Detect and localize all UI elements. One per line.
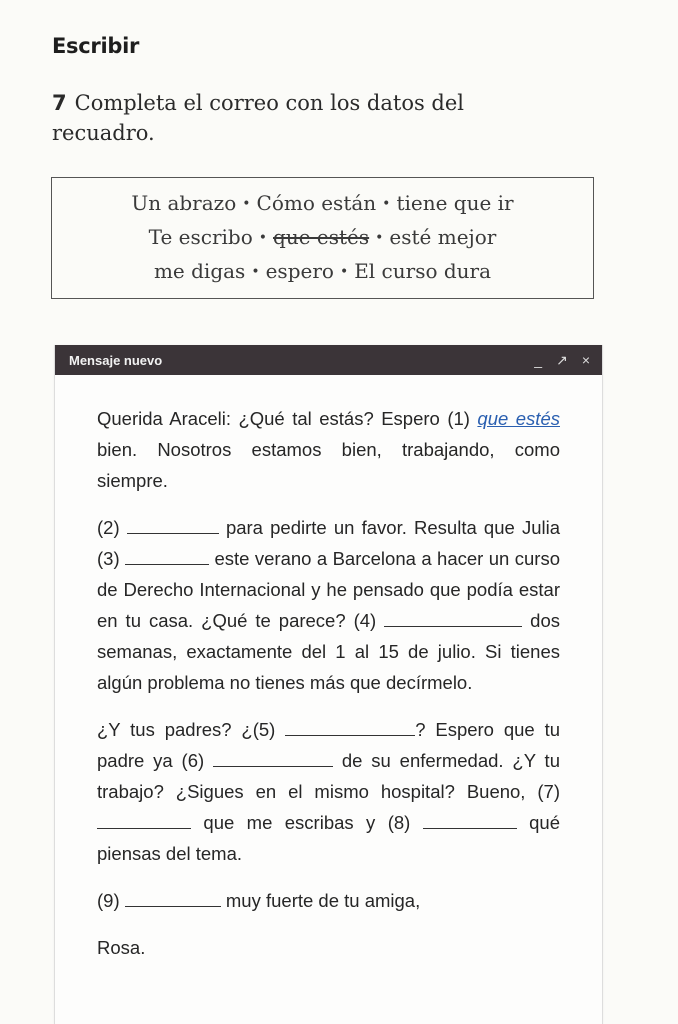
text-run: bien. Nosotros estamos bien, trabajando, como siempre. (97, 439, 560, 491)
answer-1: que estés (477, 408, 560, 429)
word-box-line-3 (52, 255, 593, 289)
blank-8[interactable] (423, 812, 517, 829)
blank-4[interactable] (384, 610, 522, 627)
word-box-line-1 (52, 187, 593, 221)
paragraph-1 (97, 403, 560, 496)
blank-9[interactable] (125, 890, 221, 907)
word-option-used: que estés (273, 225, 370, 249)
word-option: esté mejor (389, 225, 497, 249)
email-body (97, 403, 560, 979)
paragraph-3 (97, 714, 560, 869)
expand-icon[interactable]: ↗ (556, 352, 568, 368)
text-run: muy fuerte de tu amiga, (220, 890, 421, 911)
text-run: este verano a Barcelona a hacer un curso de Derecho Internacional y he pensado que podía estar en tu casa. ¿Qué te parece? (4) (97, 548, 560, 631)
text-run: ¿Y tus padres? ¿(5) (97, 719, 286, 740)
minimize-icon[interactable]: _ (534, 352, 543, 368)
blank-3[interactable] (125, 548, 209, 565)
close-icon[interactable]: × (581, 352, 590, 368)
bullet-separator: • (251, 264, 260, 280)
signature: Rosa. (97, 937, 146, 958)
word-option: Cómo están (256, 191, 377, 215)
text-run: que me escribas y (8) (191, 812, 423, 833)
word-box (51, 177, 594, 299)
email-titlebar (55, 345, 602, 375)
window-controls (534, 353, 590, 367)
blank-7[interactable] (97, 812, 191, 829)
instruction-text: Completa el correo con los datos del recuadro. (52, 91, 465, 145)
bullet-separator: • (375, 230, 384, 246)
bullet-separator: • (258, 230, 268, 246)
text-run: para pedirte un favor. Resulta que Julia (3) (97, 517, 560, 569)
text-run: (9) (97, 890, 125, 911)
paragraph-4 (97, 885, 560, 916)
word-option: El curso dura (354, 259, 492, 283)
text-run: Querida Araceli: ¿Qué tal estás? Espero (1) (97, 408, 478, 429)
word-option: Un abrazo (131, 191, 237, 215)
word-option: Te escribo (148, 225, 253, 249)
text-run: dos semanas, exactamente del 1 al 15 de julio. Si tienes algún problema no tienes más que decírmelo. (97, 610, 561, 693)
word-option: me digas (153, 259, 246, 283)
word-box-line-2 (52, 221, 593, 255)
window-title: Mensaje nuevo (69, 352, 163, 368)
exercise-number: 7 (52, 91, 67, 115)
word-option: espero (265, 259, 334, 283)
bullet-separator: • (242, 196, 251, 212)
blank-2[interactable] (127, 517, 219, 534)
text-run: de su enfermedad. ¿Y tu trabajo? ¿Sigues en el mismo hospital? Bueno, (7) (97, 750, 560, 802)
text-run: (2) (97, 517, 127, 538)
section-title: Escribir (52, 34, 140, 58)
bullet-separator: • (339, 264, 349, 280)
exercise-instruction (52, 88, 552, 148)
text-run: qué piensas del tema. (97, 812, 561, 864)
blank-6[interactable] (213, 750, 333, 767)
paragraph-2 (97, 512, 560, 698)
bullet-separator: • (382, 196, 391, 212)
blank-5[interactable] (285, 719, 415, 736)
word-option: tiene que ir (396, 191, 514, 215)
text-run: ? Espero que tu padre ya (6) (97, 719, 560, 771)
email-window (54, 345, 603, 1024)
